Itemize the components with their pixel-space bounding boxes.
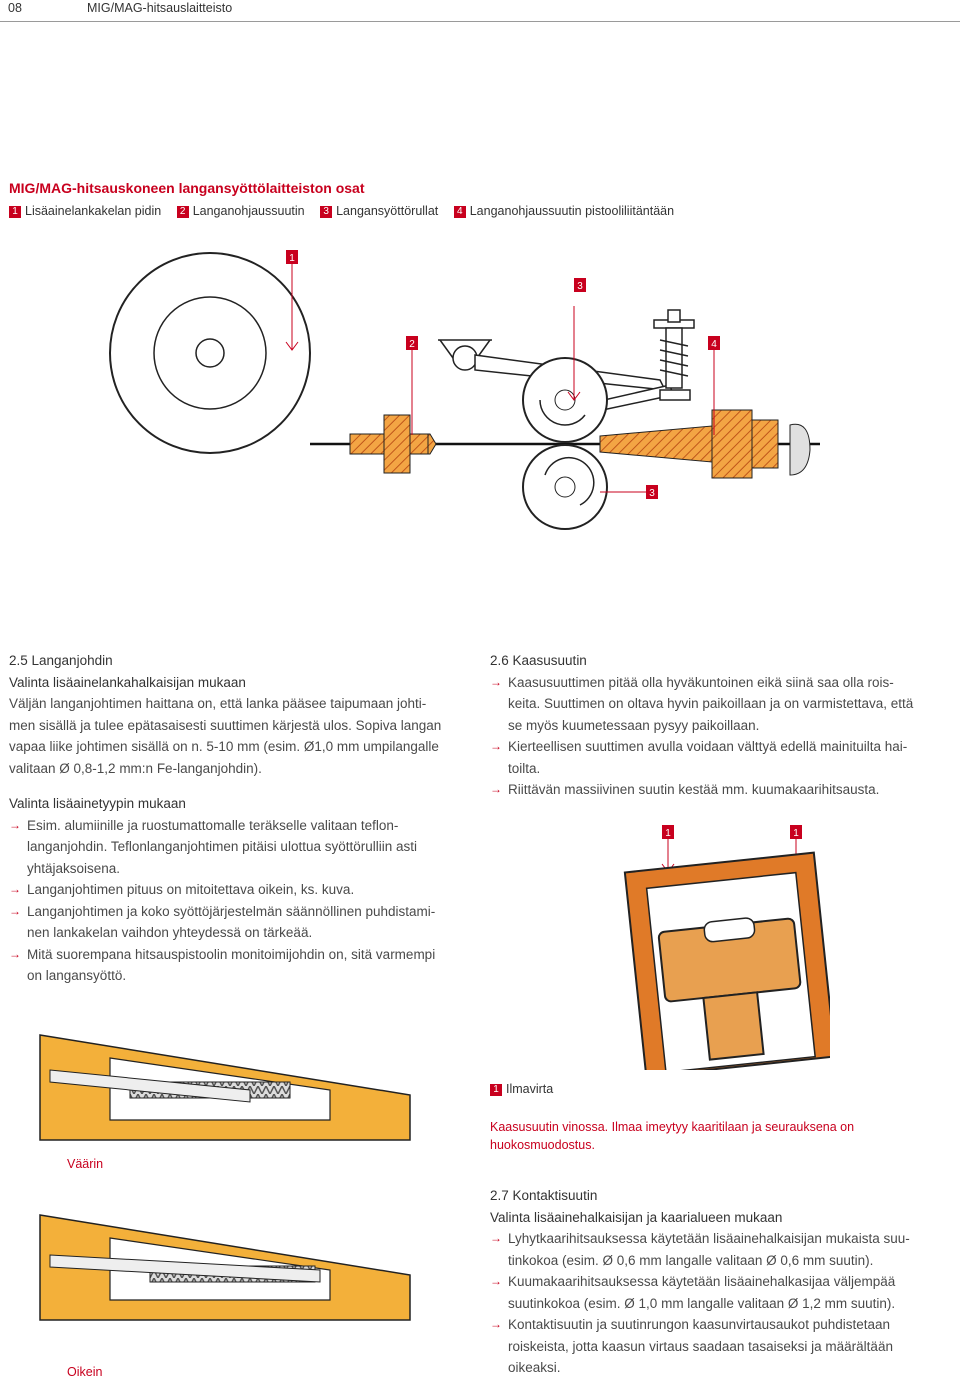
bullet-item: → Mitä suorempana hitsauspistoolin monitoimijohdin on, sitä varmempi on langansyöttö. (9, 944, 479, 987)
bullet-item: → Kaasusuuttimen pitää olla hyväkuntoinen eikä siinä saa olla rois- keita. Suuttimen on oltava hyvin paikoillaan ja on varmistettava, että se myös kuumetessaan pysyy paikoillaan. (490, 672, 960, 737)
bullet-item: → Riittävän massiivinen suutin kestää mm. kuumakaarihitsausta. (490, 779, 960, 801)
bullet-item: → Lyhytkaarihitsauksessa käytetään lisäainehalkaisijan mukaista suu- tinkokoa (esim. Ø 0,6 mm langalle valitaan Ø 0,6 mm suutin). (490, 1228, 960, 1271)
bullet-item: → Langanjohtimen ja koko syöttöjärjestelmän säännöllinen puhdistami- nen lankakelan vaihdon yhteydessä on tärkeää. (9, 901, 479, 944)
wire-feeder-diagram (0, 230, 960, 530)
figure-title: MIG/MAG-hitsauskoneen langansyöttölaitteiston osat (9, 180, 365, 196)
right-label: Oikein (67, 1365, 103, 1379)
liner-comparison-diagram (30, 1030, 470, 1370)
page-number: 08 (8, 1, 22, 15)
section-2-6 (490, 650, 960, 801)
svg-text:2: 2 (409, 339, 415, 350)
legend-item-3: 3 Langansyöttörullat (320, 204, 438, 218)
svg-text:1: 1 (793, 828, 799, 839)
gas-nozzle-caption: Kaasusuutin vinossa. Ilmaa imeytyy kaaritilaan ja seurauksena on huokosmuodostus. (490, 1120, 855, 1152)
bullet-item: → Kuumakaarihitsauksessa käytetään lisäainehalkasijaa väljempää suutinkokoa (esim. Ø 1,0 mm langalle valitaan Ø 1,2 mm suutin). (490, 1271, 960, 1314)
header-divider (0, 21, 960, 22)
svg-text:3: 3 (649, 488, 655, 499)
bullet-item: → Langanjohtimen pituus on mitoitettava oikein, ks. kuva. (9, 879, 479, 901)
torch-connection-nozzle (600, 410, 778, 478)
figure-legend (9, 204, 686, 218)
wrong-liner-figure (40, 1035, 410, 1140)
legend-item-4: 4 Langanohjaussuutin pistooliliitäntään (454, 204, 674, 218)
wire-guide-nozzle (350, 415, 436, 473)
bullet-item: → Esim. alumiinille ja ruostumattomalle teräkselle valitaan teflon- langanjohdin. Teflonlanganjohtimen pitäisi ulottua syöttörulliin asti yhtäjaksoisena. (9, 815, 479, 880)
section-2-7 (490, 1185, 960, 1379)
section-2-7-heading: 2.7 Kontaktisuutin (490, 1188, 598, 1203)
airflow-legend: 1 Ilmavirta (490, 1080, 553, 1098)
section-2-5-heading: 2.5 Langanjohdin (9, 653, 113, 668)
section-2-5-sub2: Valinta lisäainetyypin mukaan (9, 796, 186, 811)
running-header: MIG/MAG-hitsauslaitteisto (87, 1, 233, 15)
right-liner-figure (40, 1215, 410, 1320)
section-2-6-heading: 2.6 Kaasusuutin (490, 653, 587, 668)
section-2-7-sub1: Valinta lisäainehalkaisijan ja kaarialueen mukaan (490, 1209, 783, 1225)
svg-text:3: 3 (577, 281, 583, 292)
legend-item-2: 2 Langanohjaussuutin (177, 204, 305, 218)
bullet-item: → Kierteellisen suuttimen avulla voidaan välttyä edellä mainituilta hai- toilta. (490, 736, 960, 779)
svg-text:1: 1 (665, 828, 671, 839)
bullet-item: → Kontaktisuutin ja suutinrungon kaasunvirtausaukot puhdistetaan roiskeista, jotta kaasun virtaus saadaan tasaiseksi ja määrältään oikeaksi. (490, 1314, 960, 1379)
svg-text:4: 4 (711, 339, 717, 350)
gas-nozzle-diagram (600, 820, 830, 1070)
wrong-label: Väärin (67, 1157, 104, 1171)
svg-text:1: 1 (289, 253, 295, 264)
section-2-5-sub1: Valinta lisäainelankahalkaisijan mukaan (9, 674, 246, 690)
legend-item-1: 1 Lisäainelankakelan pidin (9, 204, 161, 218)
section-2-5: 2.5 Langanjohdin Valinta lisäainelankahalkaisijan mukaan Väljän langanjohtimen haittana on, että lanka pääsee taipumaan johti- men sisällä ja tulee epätasaisesti suuttimen kärjestä ulos. Sopiva langan vapaa liike johtimen sisällä on n. 5-10 mm (esim. Ø1,0 mm umpilangalle valitaan Ø 0,8-1,2 mm:n Fe-langanjohdin). Valinta lisäainetyypin mukaan → Esim. alumiinille ja ruostumattomalle teräkselle valitaan teflon- langanjohdin. Teflonlanganjohtimen pitäisi ulottua syöttörulliin asti yhtäjaksoisena. → Langanjohtimen pituus on mitoitettava oikein, ks. kuva. → Langanjohtimen ja koko syöttöjärjestelmän säännöllinen puhdistami- nen lankakelan vaihdon yhteydessä on tärkeää. → Mitä suorempana hitsauspistoolin monitoimijohdin on, sitä varmempi on langansyöttö. (9, 650, 479, 987)
